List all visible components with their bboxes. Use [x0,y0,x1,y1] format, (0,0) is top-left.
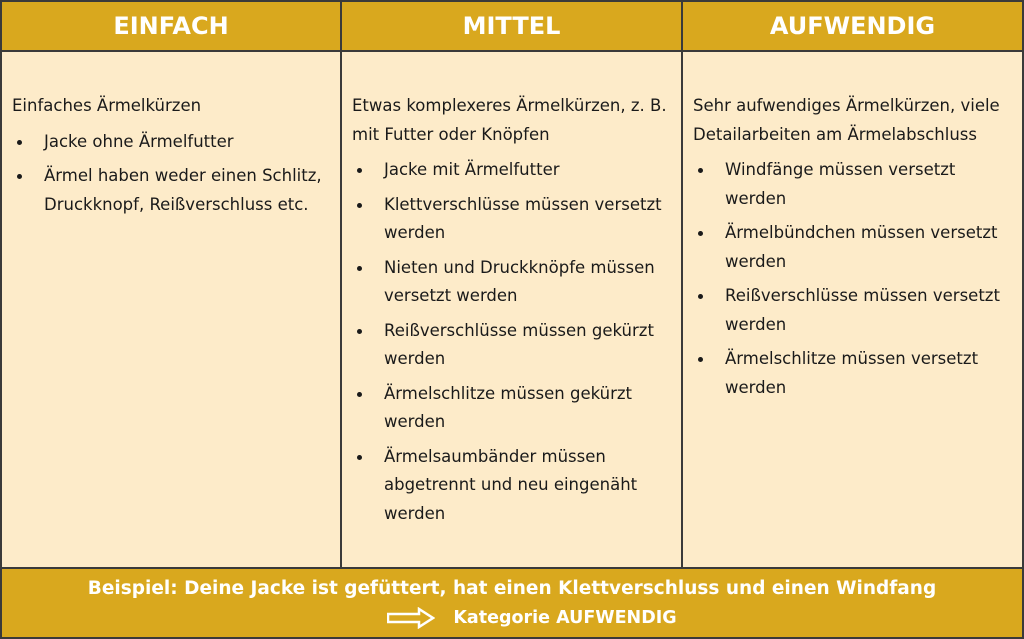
list-item-text: Windfänge müssen versetzt werden [725,160,956,208]
bullet-icon [357,329,362,334]
column-mittel [342,52,681,567]
column-einfach [2,52,340,567]
comparison-table [2,2,1022,637]
bullet-icon [698,231,703,236]
bullet-icon [357,266,362,271]
example-text: Beispiel: Deine Jacke ist gefüttert, hat einen Klettverschluss und einen Windfang [87,578,937,599]
bullet-list [693,156,1016,402]
list-item [352,380,675,437]
list-item-text: Ärmelsaumbänder müssen abgetrennt und neu eingenäht werden [384,446,638,523]
column-intro: Einfaches Ärmelkürzen [12,96,202,115]
list-item-text: Ärmelschlitze müssen versetzt werden [725,349,979,397]
result-text: Kategorie AUFWENDIG [453,608,677,628]
header-aufwendig: AUFWENDIG [683,2,1022,50]
list-item-text: Ärmelschlitze müssen gekürzt werden [384,383,633,431]
header-mittel: MITTEL [342,2,681,50]
example-footer [2,569,1022,637]
bullet-icon [357,455,362,460]
list-item-text: Klettverschlüsse müssen versetzt werden [384,194,662,242]
list-item-text: Reißverschlüsse müssen versetzt werden [725,286,1000,334]
bullet-icon [698,168,703,173]
list-item-text: Ärmelbündchen müssen versetzt werden [725,223,998,271]
header-einfach: EINFACH [2,2,340,50]
list-item [352,156,675,185]
list-item [352,254,675,311]
bullet-icon [17,140,22,145]
list-item [693,345,1016,402]
list-item-text: Jacke ohne Ärmelfutter [44,131,234,151]
list-item [693,219,1016,276]
bullet-icon [698,357,703,362]
bullet-icon [357,203,362,208]
list-item [693,282,1016,339]
bullet-icon [698,294,703,299]
list-item [352,443,675,529]
column-aufwendig [683,52,1022,567]
list-item-text: Ärmel haben weder einen Schlitz, Druckknopf, Reißverschluss etc. [44,166,322,214]
list-item [12,162,334,219]
bullet-icon [357,392,362,397]
bullet-icon [357,168,362,173]
result-line [387,604,676,632]
bullet-list [12,128,334,220]
right-arrow-outline-icon [387,607,435,629]
list-item [352,191,675,248]
column-intro: Etwas komplexeres Ärmelkürzen, z. B. mit Futter oder Knöpfen [352,96,667,144]
list-item-text: Reißverschlüsse müssen gekürzt werden [384,320,654,368]
list-item-text: Jacke mit Ärmelfutter [384,160,560,179]
list-item [12,128,334,157]
list-item-text: Nieten und Druckknöpfe müssen versetzt werden [384,257,655,305]
list-item [352,317,675,374]
column-intro: Sehr aufwendiges Ärmelkürzen, viele Detailarbeiten am Ärmelabschluss [693,96,1000,144]
bullet-icon [17,174,22,179]
bullet-list [352,156,675,528]
list-item [693,156,1016,213]
